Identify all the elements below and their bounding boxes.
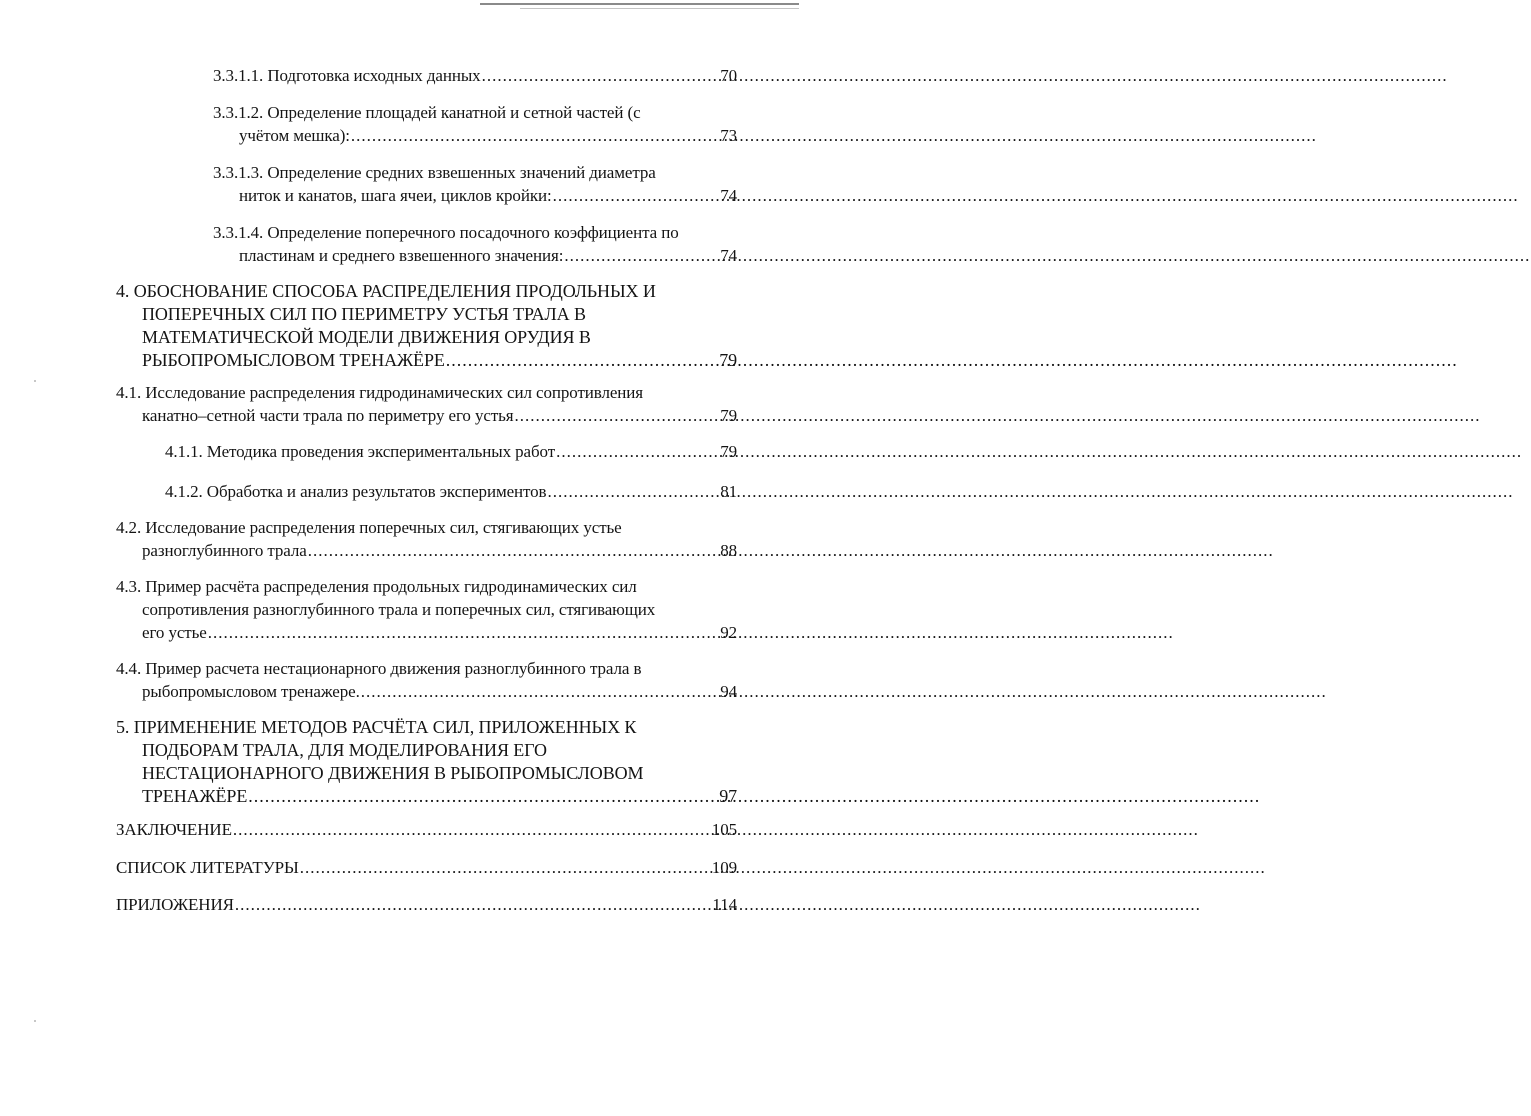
toc-entry-title: 4.4. Пример расчета нестационарного движения разноглубинного трала в <box>116 659 642 678</box>
toc-entry[interactable] <box>165 480 737 503</box>
toc-page-number: 97 <box>719 786 737 806</box>
toc-page-number: 105 <box>711 820 737 839</box>
toc-entry-line <box>213 101 737 124</box>
dot-leader <box>247 785 1261 808</box>
toc-entry[interactable] <box>116 856 737 879</box>
toc-entry-line <box>116 785 737 808</box>
toc-entry-line <box>116 818 737 841</box>
toc-page-number: 114 <box>712 895 737 914</box>
dot-leader <box>207 621 1175 644</box>
toc-page-number: 92 <box>720 623 737 642</box>
toc-entry[interactable] <box>116 818 737 841</box>
toc-entry-line <box>213 161 737 184</box>
toc-entry-title: ТРЕНАЖЁРЕ <box>142 786 248 806</box>
toc-page-number: 79 <box>719 350 737 370</box>
toc-entry-title: 3.3.1.3. Определение средних взвешенных значений диаметра <box>213 163 656 182</box>
toc-entry-line <box>116 762 737 785</box>
toc-entry-line <box>213 184 737 207</box>
toc-page-number: 94 <box>720 682 737 701</box>
toc-entry-title: учётом мешка): <box>239 126 350 145</box>
toc-page-number: 79 <box>720 442 737 461</box>
toc-entry[interactable] <box>213 101 737 147</box>
toc-page-number: 73 <box>720 126 737 145</box>
toc-entry-line <box>116 326 737 349</box>
toc-entry[interactable] <box>165 440 737 463</box>
toc-entry-line <box>116 598 737 621</box>
toc-entry-title: 3.3.1.4. Определение поперечного посадочного коэффициента по <box>213 223 679 242</box>
toc-entry-line <box>116 657 737 680</box>
toc-entry-title: 3.3.1.2. Определение площадей канатной и сетной частей (с <box>213 103 641 122</box>
toc-entry-line <box>116 516 737 539</box>
dot-leader <box>360 680 1328 703</box>
toc-page-number: 81 <box>720 482 737 501</box>
toc-entry-line <box>213 64 737 87</box>
toc-entry-title: ПОПЕРЕЧНЫХ СИЛ ПО ПЕРИМЕТРУ УСТЬЯ ТРАЛА В <box>142 304 586 324</box>
dot-leader <box>555 440 1523 463</box>
toc-entry-title: 4.3. Пример расчёта распределения продольных гидродинамических сил <box>116 577 637 596</box>
toc-entry[interactable] <box>116 657 737 703</box>
toc-entry[interactable] <box>116 516 737 562</box>
toc-entry-title: НЕСТАЦИОНАРНОГО ДВИЖЕНИЯ В РЫБОПРОМЫСЛОВОМ <box>142 763 644 783</box>
toc-entry-title: 4.1.2. Обработка и анализ результатов экспериментов <box>165 482 547 501</box>
toc-entry[interactable] <box>116 575 737 644</box>
dot-leader <box>563 244 1531 267</box>
toc-entry-title: 4.1. Исследование распределения гидродинамических сил сопротивления <box>116 383 644 402</box>
toc-entry-line <box>116 621 737 644</box>
toc-entry-line <box>213 244 737 267</box>
toc-entry-title: 3.3.1.1. Подготовка исходных данных <box>213 66 481 85</box>
dot-leader <box>350 124 1318 147</box>
toc-page-number: 74 <box>720 246 737 265</box>
toc-entry-line <box>116 539 737 562</box>
dot-leader <box>299 856 1267 879</box>
toc-entry-line <box>165 480 737 503</box>
scan-speck <box>34 380 36 382</box>
toc-entry-title: РЫБОПРОМЫСЛОВОМ ТРЕНАЖЁРЕ <box>142 350 445 370</box>
toc-entry-line <box>116 280 737 303</box>
toc-page-number: 70 <box>720 66 737 85</box>
dot-leader <box>514 404 1482 427</box>
dot-leader <box>481 64 1449 87</box>
scan-speck <box>34 1020 36 1022</box>
toc-entry[interactable] <box>116 716 737 808</box>
toc-entry-title: 4.2. Исследование распределения поперечных сил, стягивающих устье <box>116 518 622 537</box>
toc-entry-line <box>116 349 737 372</box>
toc-entry[interactable] <box>116 381 737 427</box>
toc-entry-title: разноглубинного трала <box>142 541 307 560</box>
toc-entry-line <box>213 221 737 244</box>
toc-entry[interactable] <box>116 280 737 372</box>
toc-entry-line <box>116 739 737 762</box>
dot-leader <box>552 184 1520 207</box>
toc-entry[interactable] <box>213 161 737 207</box>
page-edge-rule <box>520 8 799 9</box>
toc-page-number: 109 <box>711 858 737 877</box>
toc-page-number: 79 <box>720 406 737 425</box>
toc-entry[interactable] <box>116 893 737 916</box>
toc-entry[interactable] <box>213 64 737 87</box>
toc-entry-title: 4. ОБОСНОВАНИЕ СПОСОБА РАСПРЕДЕЛЕНИЯ ПРОДОЛЬНЫХ И <box>116 281 656 301</box>
toc-entry-line <box>116 381 737 404</box>
toc-entry-line <box>116 856 737 879</box>
toc-entry-title: пластинам и среднего взвешенного значения: <box>239 246 564 265</box>
toc-page-number: 88 <box>720 541 737 560</box>
toc-entry-title: 4.1.1. Методика проведения экспериментальных работ <box>165 442 556 461</box>
toc-entry-title: ПРИЛОЖЕНИЯ <box>116 895 234 914</box>
toc-entry-line <box>165 440 737 463</box>
toc-entry-title: ПОДБОРАМ ТРАЛА, ДЛЯ МОДЕЛИРОВАНИЯ ЕГО <box>142 740 547 760</box>
toc-entry-line <box>116 680 737 703</box>
toc-entry-line <box>116 893 737 916</box>
toc-entry-title: его устье <box>142 623 207 642</box>
toc-entry-line <box>116 716 737 739</box>
toc-entry-title: ЗАКЛЮЧЕНИЕ <box>116 820 232 839</box>
toc-entry-line <box>116 303 737 326</box>
toc-entry-line <box>213 124 737 147</box>
toc-entry-title: ниток и канатов, шага ячеи, циклов кройки: <box>239 186 552 205</box>
dot-leader <box>547 480 1515 503</box>
toc-entry-title: сопротивления разноглубинного трала и поперечных сил, стягивающих <box>142 600 656 619</box>
dot-leader <box>307 539 1275 562</box>
toc-entry-title: МАТЕМАТИЧЕСКОЙ МОДЕЛИ ДВИЖЕНИЯ ОРУДИЯ В <box>142 327 591 347</box>
toc-entry-title: 5. ПРИМЕНЕНИЕ МЕТОДОВ РАСЧЁТА СИЛ, ПРИЛОЖЕННЫХ К <box>116 717 637 737</box>
dot-leader <box>445 349 1459 372</box>
toc-entry-title: СПИСОК ЛИТЕРАТУРЫ <box>116 858 299 877</box>
toc-entry-line <box>116 575 737 598</box>
toc-entry-title: канатно–сетной части трала по периметру его устья <box>142 406 514 425</box>
toc-entry-line <box>116 404 737 427</box>
toc-entry-title: рыбопромысловом тренажере. <box>142 682 360 701</box>
page-edge-rule <box>480 3 799 5</box>
toc-page-number: 74 <box>720 186 737 205</box>
toc-entry[interactable] <box>213 221 737 267</box>
